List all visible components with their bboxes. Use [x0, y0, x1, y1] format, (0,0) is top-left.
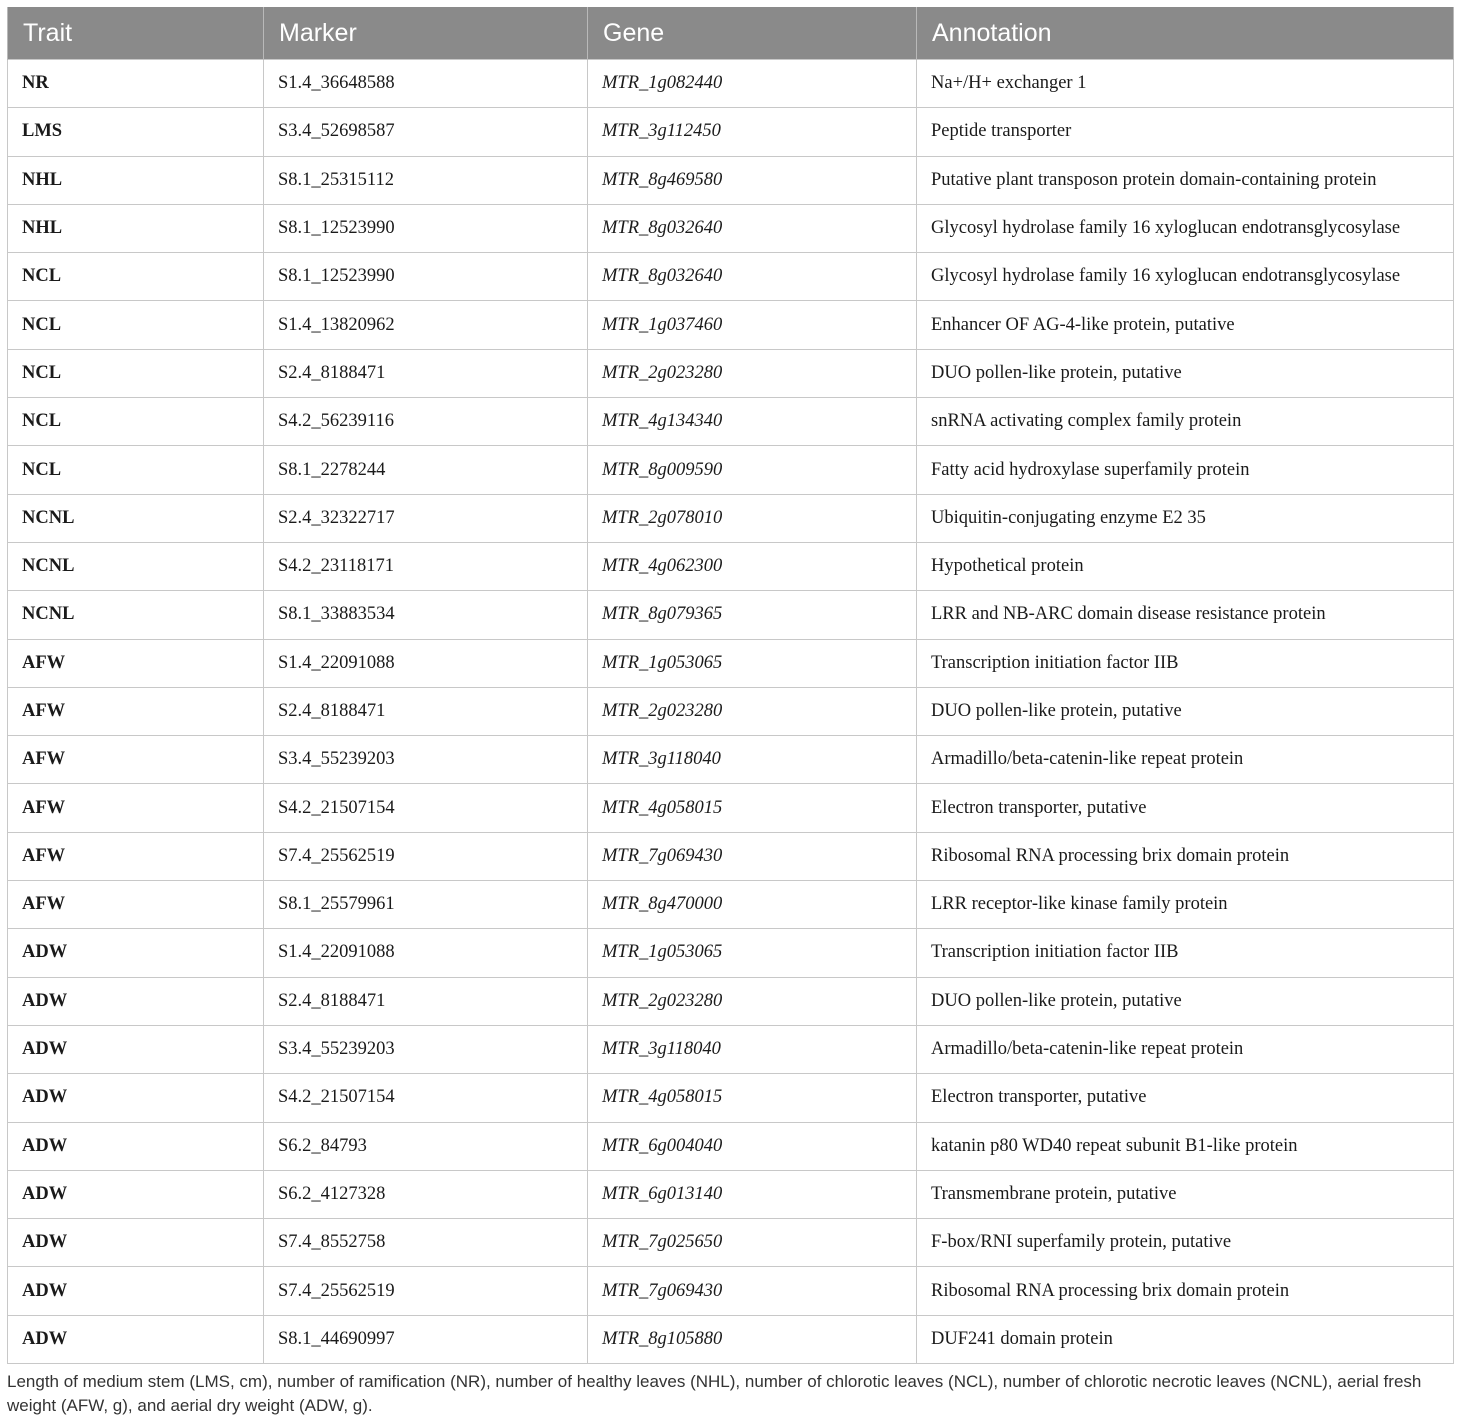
annotation-cell: Transcription initiation factor IIB [917, 639, 1454, 687]
marker-cell: S1.4_13820962 [264, 301, 588, 349]
annotation-cell: snRNA activating complex family protein [917, 398, 1454, 446]
annotation-cell: F-box/RNI superfamily protein, putative [917, 1219, 1454, 1267]
marker-cell: S4.2_23118171 [264, 542, 588, 590]
annotation-cell: Transcription initiation factor IIB [917, 929, 1454, 977]
trait-cell: ADW [8, 929, 264, 977]
gene-cell: MTR_4g134340 [588, 398, 917, 446]
gene-cell: MTR_8g032640 [588, 204, 917, 252]
trait-cell: AFW [8, 736, 264, 784]
gene-cell: MTR_1g037460 [588, 301, 917, 349]
marker-cell: S7.4_8552758 [264, 1219, 588, 1267]
annotation-cell: Glycosyl hydrolase family 16 xyloglucan endotransglycosylase [917, 253, 1454, 301]
table-row [8, 542, 1454, 590]
gene-cell: MTR_8g470000 [588, 881, 917, 929]
marker-cell: S3.4_55239203 [264, 1025, 588, 1073]
annotation-cell: Armadillo/beta-catenin-like repeat protein [917, 736, 1454, 784]
annotation-cell: Enhancer OF AG-4-like protein, putative [917, 301, 1454, 349]
marker-cell: S8.1_44690997 [264, 1315, 588, 1363]
marker-cell: S8.1_12523990 [264, 204, 588, 252]
trait-cell: NCL [8, 349, 264, 397]
marker-cell: S2.4_8188471 [264, 349, 588, 397]
gene-cell: MTR_8g105880 [588, 1315, 917, 1363]
trait-cell: ADW [8, 1074, 264, 1122]
marker-cell: S7.4_25562519 [264, 832, 588, 880]
table-row [8, 1315, 1454, 1363]
trait-cell: ADW [8, 1122, 264, 1170]
trait-cell: LMS [8, 108, 264, 156]
trait-cell: ADW [8, 1025, 264, 1073]
annotation-cell: Electron transporter, putative [917, 1074, 1454, 1122]
table-row [8, 204, 1454, 252]
gene-cell: MTR_4g058015 [588, 1074, 917, 1122]
marker-cell: S1.4_22091088 [264, 929, 588, 977]
annotation-cell: Electron transporter, putative [917, 784, 1454, 832]
trait-cell: ADW [8, 1170, 264, 1218]
annotation-cell: Armadillo/beta-catenin-like repeat protein [917, 1025, 1454, 1073]
annotation-cell: Na+/H+ exchanger 1 [917, 60, 1454, 108]
trait-cell: ADW [8, 1219, 264, 1267]
header-annotation: Annotation [917, 7, 1454, 60]
marker-cell: S2.4_8188471 [264, 977, 588, 1025]
marker-cell: S1.4_22091088 [264, 639, 588, 687]
trait-cell: NCL [8, 446, 264, 494]
trait-cell: AFW [8, 687, 264, 735]
gene-cell: MTR_3g118040 [588, 736, 917, 784]
gene-cell: MTR_3g118040 [588, 1025, 917, 1073]
marker-cell: S2.4_32322717 [264, 494, 588, 542]
trait-cell: ADW [8, 1267, 264, 1315]
marker-cell: S4.2_56239116 [264, 398, 588, 446]
table-row [8, 832, 1454, 880]
table-row [8, 881, 1454, 929]
annotation-cell: DUO pollen-like protein, putative [917, 977, 1454, 1025]
gene-cell: MTR_1g082440 [588, 60, 917, 108]
trait-cell: NCNL [8, 542, 264, 590]
annotation-cell: Glycosyl hydrolase family 16 xyloglucan endotransglycosylase [917, 204, 1454, 252]
table-row [8, 1170, 1454, 1218]
trait-cell: NCL [8, 253, 264, 301]
trait-cell: AFW [8, 639, 264, 687]
table-row [8, 1074, 1454, 1122]
gene-cell: MTR_4g058015 [588, 784, 917, 832]
gene-cell: MTR_8g032640 [588, 253, 917, 301]
trait-cell: ADW [8, 977, 264, 1025]
annotation-cell: Peptide transporter [917, 108, 1454, 156]
annotation-cell: katanin p80 WD40 repeat subunit B1-like protein [917, 1122, 1454, 1170]
table-row [8, 1122, 1454, 1170]
annotation-cell: Putative plant transposon protein domain-containing protein [917, 156, 1454, 204]
gene-cell: MTR_1g053065 [588, 929, 917, 977]
gene-cell: MTR_3g112450 [588, 108, 917, 156]
marker-cell: S3.4_55239203 [264, 736, 588, 784]
annotation-cell: Transmembrane protein, putative [917, 1170, 1454, 1218]
table-row [8, 446, 1454, 494]
trait-cell: NCNL [8, 591, 264, 639]
table-row [8, 494, 1454, 542]
table-row [8, 929, 1454, 977]
trait-cell: AFW [8, 784, 264, 832]
table-row [8, 398, 1454, 446]
trait-cell: NCL [8, 301, 264, 349]
table-row [8, 156, 1454, 204]
marker-cell: S8.1_12523990 [264, 253, 588, 301]
results-table-container [7, 7, 1453, 1364]
trait-cell: NCL [8, 398, 264, 446]
annotation-cell: LRR and NB-ARC domain disease resistance protein [917, 591, 1454, 639]
table-row [8, 301, 1454, 349]
gene-cell: MTR_2g023280 [588, 687, 917, 735]
gene-cell: MTR_2g078010 [588, 494, 917, 542]
trait-cell: NHL [8, 204, 264, 252]
gene-cell: MTR_6g004040 [588, 1122, 917, 1170]
table-row [8, 349, 1454, 397]
table-row [8, 591, 1454, 639]
annotation-cell: Ubiquitin-conjugating enzyme E2 35 [917, 494, 1454, 542]
marker-cell: S2.4_8188471 [264, 687, 588, 735]
results-table [7, 7, 1454, 1364]
trait-cell: NHL [8, 156, 264, 204]
annotation-cell: Ribosomal RNA processing brix domain protein [917, 1267, 1454, 1315]
gene-cell: MTR_1g053065 [588, 639, 917, 687]
gene-cell: MTR_2g023280 [588, 977, 917, 1025]
table-body [8, 60, 1454, 1364]
trait-cell: AFW [8, 832, 264, 880]
trait-cell: ADW [8, 1315, 264, 1363]
annotation-cell: Ribosomal RNA processing brix domain protein [917, 832, 1454, 880]
marker-cell: S8.1_33883534 [264, 591, 588, 639]
gene-cell: MTR_7g069430 [588, 1267, 917, 1315]
gene-cell: MTR_2g023280 [588, 349, 917, 397]
marker-cell: S8.1_2278244 [264, 446, 588, 494]
trait-cell: NR [8, 60, 264, 108]
header-marker: Marker [264, 7, 588, 60]
marker-cell: S4.2_21507154 [264, 1074, 588, 1122]
table-header [8, 7, 1454, 60]
gene-cell: MTR_6g013140 [588, 1170, 917, 1218]
marker-cell: S6.2_4127328 [264, 1170, 588, 1218]
marker-cell: S4.2_21507154 [264, 784, 588, 832]
gene-cell: MTR_8g079365 [588, 591, 917, 639]
header-trait: Trait [8, 7, 264, 60]
table-row [8, 1219, 1454, 1267]
annotation-cell: LRR receptor-like kinase family protein [917, 881, 1454, 929]
table-row [8, 736, 1454, 784]
table-row [8, 1267, 1454, 1315]
marker-cell: S1.4_36648588 [264, 60, 588, 108]
header-gene: Gene [588, 7, 917, 60]
gene-cell: MTR_8g469580 [588, 156, 917, 204]
table-row [8, 108, 1454, 156]
annotation-cell: DUO pollen-like protein, putative [917, 349, 1454, 397]
annotation-cell: Hypothetical protein [917, 542, 1454, 590]
table-row [8, 784, 1454, 832]
table-row [8, 687, 1454, 735]
gene-cell: MTR_7g069430 [588, 832, 917, 880]
trait-cell: AFW [8, 881, 264, 929]
marker-cell: S7.4_25562519 [264, 1267, 588, 1315]
marker-cell: S3.4_52698587 [264, 108, 588, 156]
gene-cell: MTR_8g009590 [588, 446, 917, 494]
marker-cell: S8.1_25579961 [264, 881, 588, 929]
trait-cell: NCNL [8, 494, 264, 542]
marker-cell: S8.1_25315112 [264, 156, 588, 204]
annotation-cell: DUO pollen-like protein, putative [917, 687, 1454, 735]
header-row [8, 7, 1454, 60]
gene-cell: MTR_4g062300 [588, 542, 917, 590]
table-row [8, 253, 1454, 301]
annotation-cell: Fatty acid hydroxylase superfamily protein [917, 446, 1454, 494]
table-row [8, 1025, 1454, 1073]
annotation-cell: DUF241 domain protein [917, 1315, 1454, 1363]
gene-cell: MTR_7g025650 [588, 1219, 917, 1267]
table-row [8, 639, 1454, 687]
table-row [8, 60, 1454, 108]
marker-cell: S6.2_84793 [264, 1122, 588, 1170]
table-footnote: Length of medium stem (LMS, cm), number of ramification (NR), number of healthy leaves (NHL), number of chlorotic leaves (NCL), number of chlorotic necrotic leaves (NCNL), aerial fresh weight (AFW, g), and aerial dry weight (ADW, g). [7, 1372, 1422, 1415]
table-row [8, 977, 1454, 1025]
